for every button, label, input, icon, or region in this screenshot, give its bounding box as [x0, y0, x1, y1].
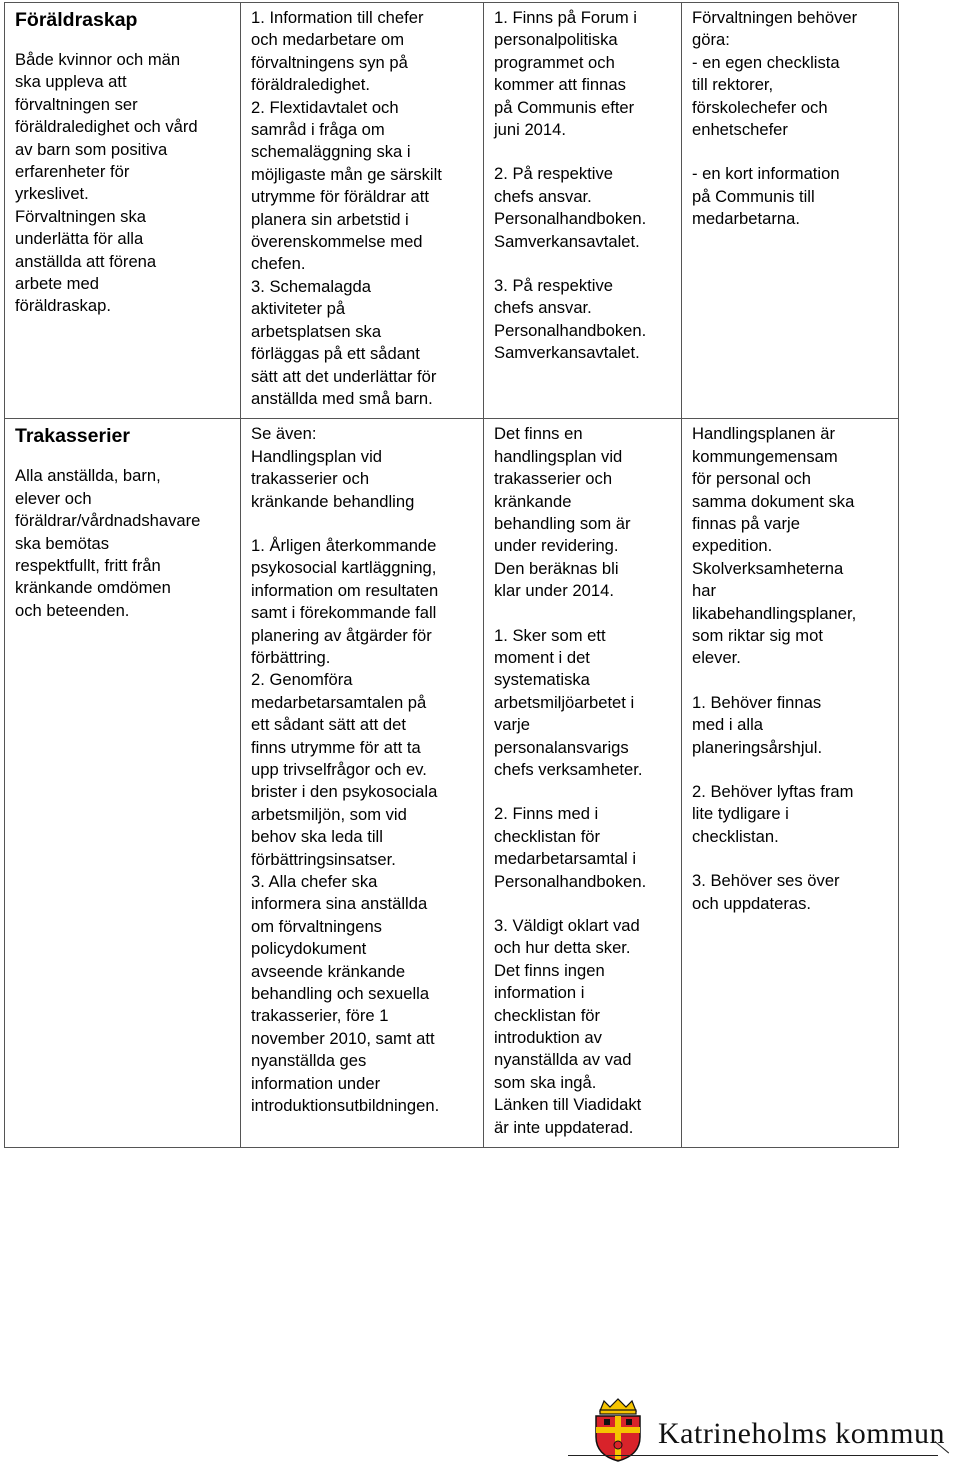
table-row-trakasserier [5, 419, 899, 1148]
row-foraldraskap-actions-text: 1. Information till chefer och medarbetare om förvaltningens syn på föräldraledighet. 2. Flextidavtalet och samråd i fråga om schemaläggning ska i möjligaste mån ge särskilt utrymme för föräldrar att planera sin arbetstid i överenskommelse med chefen. 3. Schemalagda aktiviteter på arbetsplatsen ska förläggas på ett sådant sätt att det underlättar för anställda med små barn. [251, 8, 442, 408]
row-foraldraskap-needs-2: - en kort information på Communis till medarbetarna. [692, 164, 840, 229]
row-trakasserier-cell-status [484, 419, 682, 1148]
row-trakasserier-title: Trakasserier [15, 425, 130, 448]
row-trakasserier-description: Alla anställda, barn, elever och föräldrar/vårdnadshavare ska bemötas respektfullt, fritt från kränkande omdömen och beteenden. [15, 466, 201, 620]
row-trakasserier-status-intro: Det finns en handlingsplan vid trakasserier och kränkande behandling som är under revidering. Den beräknas bli klar under 2014. [494, 424, 631, 601]
table-row-foraldraskap [5, 3, 899, 419]
row-trakasserier-cell-needs [682, 419, 899, 1148]
row-trakasserier-needs-1: 1. Behöver finnas med i alla planeringsårshjul. [692, 692, 823, 757]
row-trakasserier-actions-text: 1. Årligen återkommande psykosocial kartläggning, information om resultaten samt i förekommande fall planering av åtgärder för förbättring. 2. Genomföra medarbetarsamtalen på ett sådant sätt att det finns utrymme för att ta upp trivselfrågor och ev. brister i den psykosociala arbetsmiljön, som vid behov ska leda till förbättringsinsatser. 3. Alla chefer ska informera sina anställda om förvaltningens policydokument avseende kränkande behandling och sexuella trakasserier, före 1 november 2010, samt att nyanställda ges information under introduktionsutbildningen. [251, 535, 440, 1116]
row-foraldraskap-status-1: 1. Finns på Forum i personalpolitiska programmet och kommer att finnas på Communis efter juni 2014. [494, 8, 637, 140]
row-trakasserier-cell-topic [5, 419, 241, 1148]
content-table [4, 2, 899, 1148]
row-foraldraskap-title: Föräldraskap [15, 9, 138, 31]
row-foraldraskap-description: Både kvinnor och män ska uppleva att förvaltningen ser föräldraledighet och vård av barn som positiva erfarenheter för yrkeslivet. Förvaltningen ska underlätta för alla anställda att förena arbete med föräldraskap. [15, 50, 198, 316]
row-trakasserier-needs-3: 3. Behöver ses över och uppdateras. [692, 871, 840, 913]
row-foraldraskap-cell-topic [5, 3, 241, 419]
row-foraldraskap-cell-status [484, 3, 682, 419]
row-trakasserier-needs-intro: Handlingsplanen är kommungemensam för personal och samma dokument ska finnas på varje expedition. Skolverksamheterna har likabehandlingsplaner, som riktar sig mot elever. [692, 424, 857, 668]
row-trakasserier-cell-actions [241, 419, 484, 1148]
row-trakasserier-status-2: 2. Finns med i checklistan för medarbetarsamtal i Personalhandboken. [494, 804, 647, 891]
municipality-name: Katrineholms kommun [658, 1417, 945, 1450]
row-trakasserier-status-3: 3. Väldigt oklart vad och hur detta sker. Det finns ingen information i checklistan för introduktion av nyanställda av vad som ska ingå. Länken till Viadidakt är inte uppdaterad. [494, 916, 642, 1137]
row-foraldraskap-cell-needs [682, 3, 899, 419]
footer-branding [560, 1395, 960, 1463]
row-foraldraskap-cell-actions [241, 3, 484, 419]
row-foraldraskap-status-3: 3. På respektive chefs ansvar. Personalhandboken. Samverkansavtalet. [494, 276, 647, 363]
row-trakasserier-status-1: 1. Sker som ett moment i det systematiska arbetsmiljöarbetet i varje personalansvarigs chefs verksamheter. [494, 625, 643, 779]
row-foraldraskap-status-2: 2. På respektive chefs ansvar. Personalhandboken. Samverkansavtalet. [494, 164, 647, 251]
footer-underline [568, 1455, 938, 1456]
row-foraldraskap-needs-1: Förvaltningen behöver göra: - en egen checklista till rektorer, förskolechefer och enhetschefer [692, 8, 858, 140]
row-trakasserier-actions-ref: Se även: Handlingsplan vid trakasserier och kränkande behandling [251, 424, 415, 511]
row-trakasserier-needs-2: 2. Behöver lyftas fram lite tydligare i checklistan. [692, 782, 854, 846]
municipal-coat-of-arms-icon [590, 1397, 646, 1463]
